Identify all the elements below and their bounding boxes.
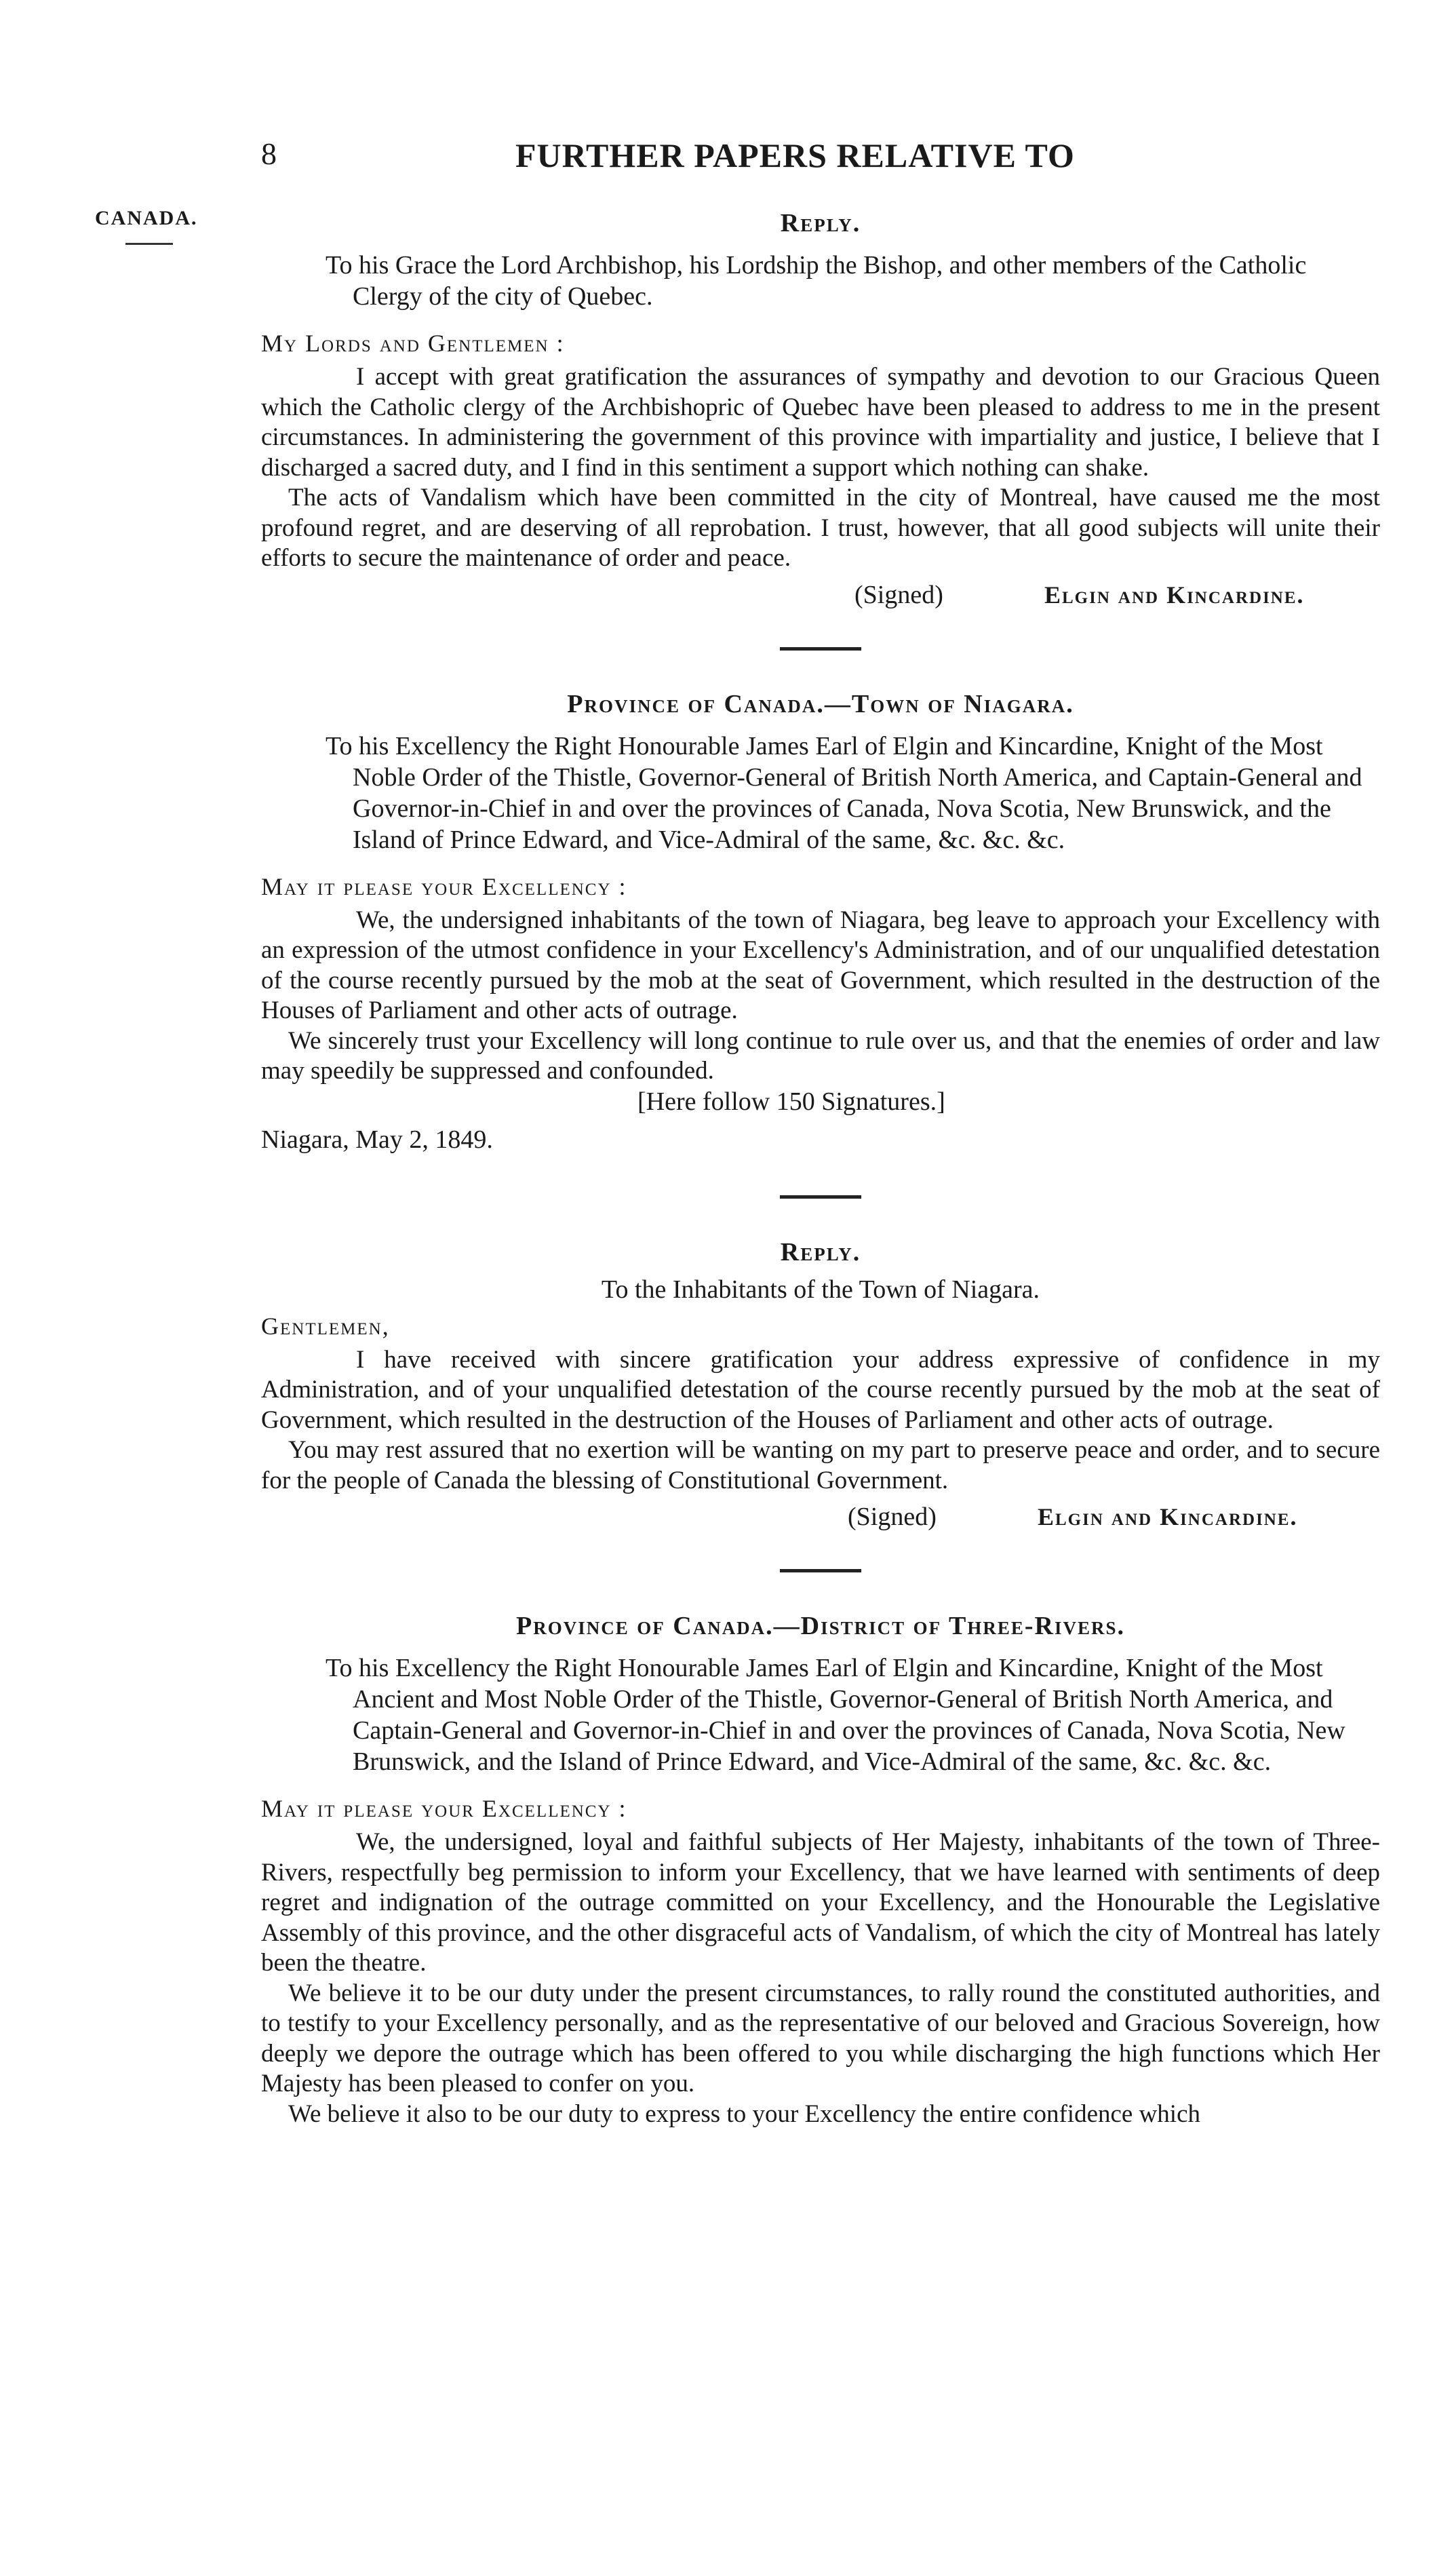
section-reply-niagara xyxy=(261,1233,1380,1536)
salutation: May it please your Excellency : xyxy=(261,1795,627,1822)
paragraph: You may rest assured that no exertion will be wanting on my part to preserve peace and order, and to secure for the people of Canada the blessing of Constitutional Government. xyxy=(261,1436,1380,1494)
paragraph: We, the undersigned, loyal and faithful subjects of Her Majesty, inhabitants of the town of Three-Rivers, respectfully beg permission to inform your Excellency, that we have learned with sentiments of deep regret and indignation of the outrage committed on your Excellency, and the Honourable the Legislative Assembly of this province, and the other disgraceful acts of Vandalism, of which the city of Montreal has lately been the theatre. xyxy=(261,1828,1380,1977)
paragraph: We believe it also to be our duty to express to your Excellency the entire confidence which xyxy=(288,2100,1201,2128)
addressee: To his Grace the Lord Archbishop, his Lordship the Bishop, and other members of the Catholic Clergy of the city of Quebec. xyxy=(326,251,1307,311)
paragraph: We, the undersigned inhabitants of the town of Niagara, beg leave to approach your Excellency with an expression of the utmost confidence in your Excellency's Administration, and of our unqualified detestation of the course recently pursued by the mob at the seat of Government, which resulted in the destruction of the Houses of Parliament and other acts of outrage. xyxy=(261,906,1380,1024)
section-separator xyxy=(780,1569,861,1572)
section-separator xyxy=(780,647,861,651)
salutation: My Lords and Gentlemen : xyxy=(261,330,565,357)
paragraph: The acts of Vandalism which have been committed in the city of Montreal, have caused me the most profound regret, and are deserving of all reprobation. I trust, however, that all good subjects will unite their efforts to secure the maintenance of order and peace. xyxy=(261,484,1380,572)
section-heading: Reply. xyxy=(780,209,861,237)
section-heading: Province of Canada.—Town of Niagara. xyxy=(567,689,1074,718)
page-heading: FURTHER PAPERS RELATIVE TO xyxy=(515,136,1075,174)
section-address-niagara xyxy=(261,684,1380,1161)
section-reply-quebec xyxy=(261,204,1380,613)
signature-line xyxy=(261,577,1380,613)
paragraph: I have received with sincere gratification your address expressive of confidence in my Administration, and of your unqualified detestation of the course recently pursued by the mob at the seat of Government, which resulted in the destruction of the Houses of Parliament and other acts of outrage. xyxy=(261,1345,1380,1434)
running-head xyxy=(0,136,1456,183)
section-heading: Province of Canada.—District of Three-Rivers. xyxy=(516,1612,1125,1640)
page-content xyxy=(261,204,1380,2129)
addressee: To the Inhabitants of the Town of Niagara. xyxy=(601,1275,1040,1304)
section-address-three-rivers xyxy=(261,1606,1380,2129)
signatures-note: [Here follow 150 Signatures.] xyxy=(637,1087,945,1116)
section-separator xyxy=(780,1195,861,1199)
signed-label: (Signed) xyxy=(848,1503,937,1531)
section-heading: Reply. xyxy=(780,1237,861,1266)
signatory-name: Elgin and Kincardine. xyxy=(1044,581,1305,608)
paragraph: I accept with great gratification the assurances of sympathy and devotion to our Gracious Queen which the Catholic clergy of the Archbishopric of Quebec have been pleased to address to me in the present circumstances. In administering the government of this province with impartiality and justice, I believe that I discharged a sacred duty, and I find in this sentiment a support which nothing can shake. xyxy=(261,363,1380,482)
margin-note: CANADA. xyxy=(95,207,198,229)
signatory-name: Elgin and Kincardine. xyxy=(1038,1503,1298,1530)
paragraph: We believe it to be our duty under the present circumstances, to rally round the constituted authorities, and to testify to your Excellency personally, and as the representative of our beloved and Gracious Sovereign, how deeply we depore the outrage which has been offered to you while discharging the high functions which Her Majesty has been pleased to confer on you. xyxy=(261,1979,1380,2097)
page-number: 8 xyxy=(261,136,277,171)
margin-rule xyxy=(125,243,173,245)
addressee: To his Excellency the Right Honourable James Earl of Elgin and Kincardine, Knight of the Most Ancient and Most Noble Order of the Thistle, Governor-General of British North America, and Captain-General and Governor-in-Chief in and over the provinces of Canada, Nova Scotia, New Brunswick, and the Island of Prince Edward, and Vice-Admiral of the same, &c. &c. &c. xyxy=(326,1654,1345,1776)
signed-label: (Signed) xyxy=(854,580,943,609)
salutation: May it please your Excellency : xyxy=(261,872,627,900)
addressee: To his Excellency the Right Honourable James Earl of Elgin and Kincardine, Knight of the Most Noble Order of the Thistle, Governor-General of British North America, and Captain-General and Governor-in-Chief in and over the provinces of Canada, Nova Scotia, New Brunswick, and the Island of Prince Edward, and Vice-Admiral of the same, &c. &c. &c. xyxy=(326,731,1362,854)
salutation: Gentlemen, xyxy=(261,1312,390,1340)
place-date: Niagara, May 2, 1849. xyxy=(261,1125,493,1154)
signatures-block xyxy=(261,1087,1380,1161)
signature-line xyxy=(261,1498,1380,1535)
paragraph: We sincerely trust your Excellency will long continue to rule over us, and that the enemies of order and law may speedily be suppressed and confounded. xyxy=(261,1026,1380,1085)
